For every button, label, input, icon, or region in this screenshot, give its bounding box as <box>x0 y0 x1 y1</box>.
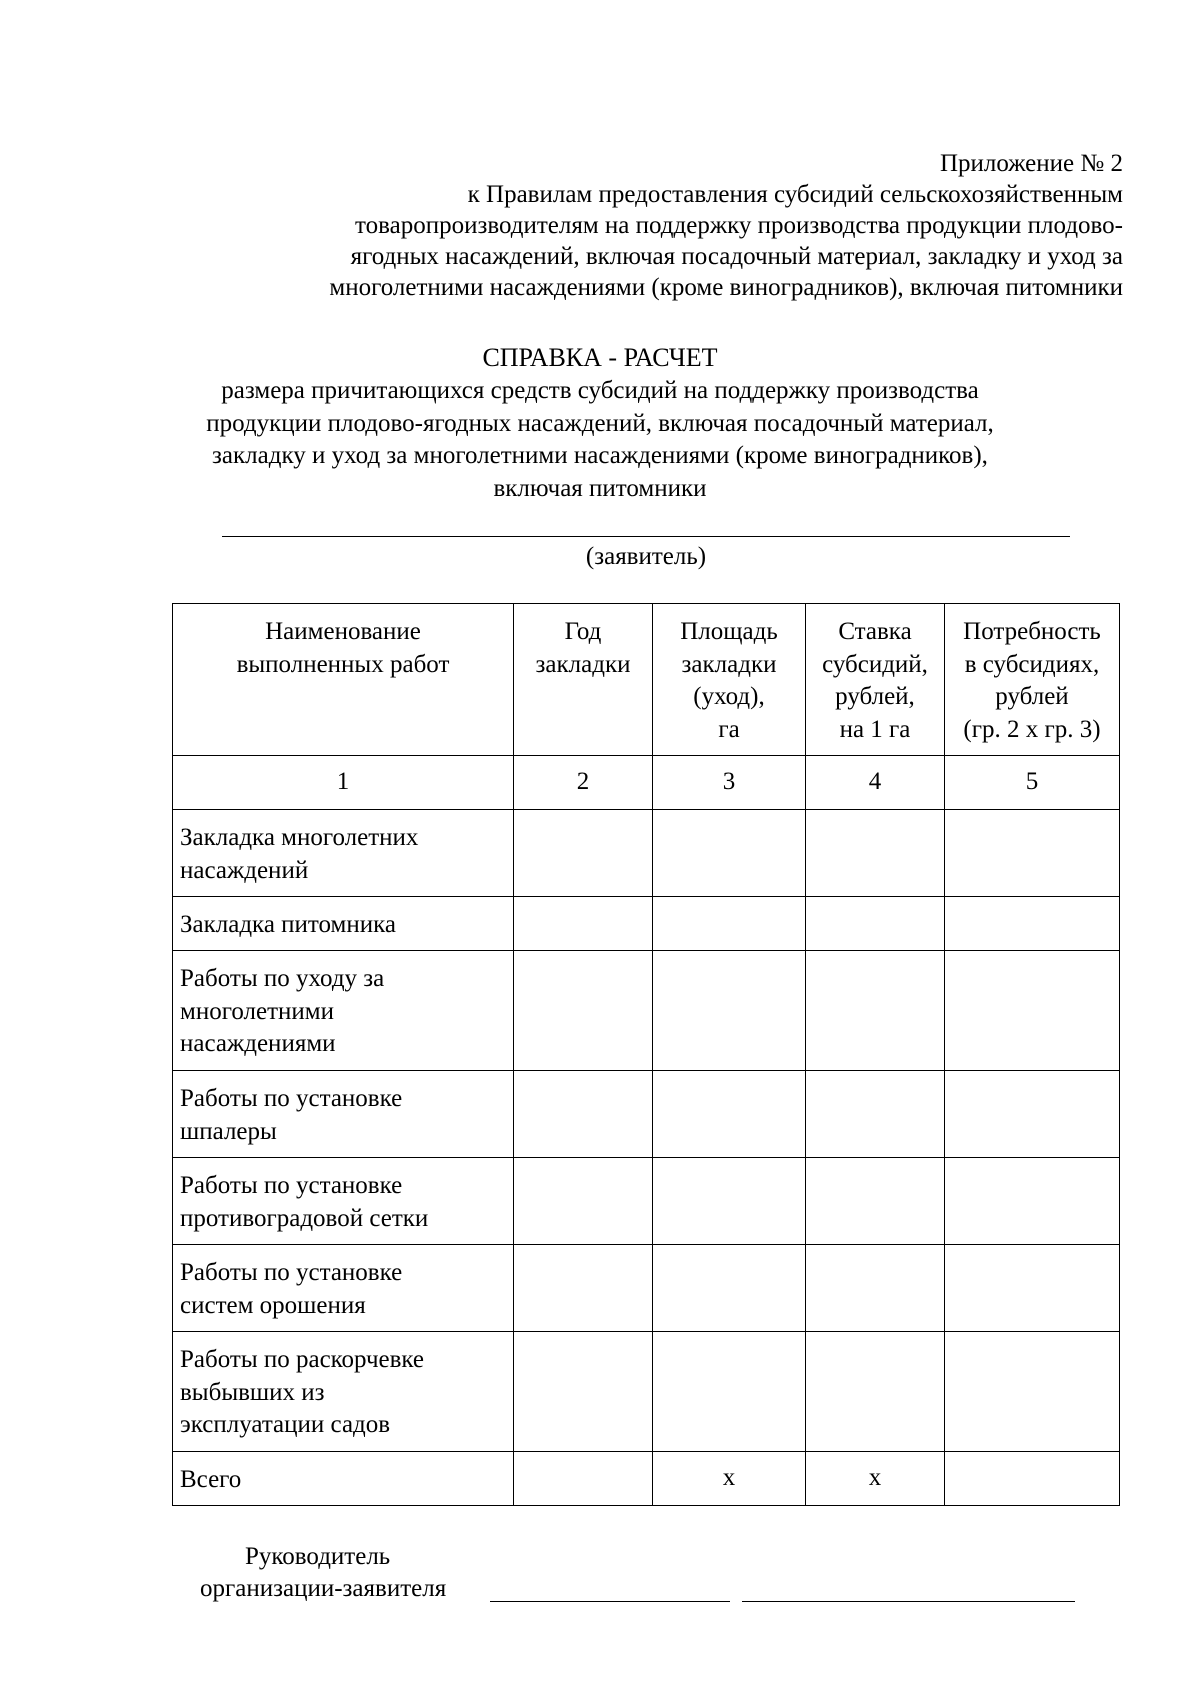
value-cell[interactable] <box>653 1245 806 1332</box>
table-row <box>173 1452 1120 1506</box>
annex-text-line: к Правилам предоставления субсидий сельскохозяйственным <box>467 181 1123 208</box>
table-row <box>173 1158 1120 1245</box>
subtitle-line: включая питомники <box>493 474 707 502</box>
work-name-line: эксплуатации садов <box>180 1411 391 1438</box>
value-cell[interactable] <box>514 810 653 897</box>
work-name-line: Работы по раскорчевке <box>180 1346 425 1373</box>
value-cell[interactable] <box>945 1071 1120 1158</box>
subtitle-line: размера причитающихся средств субсидий на поддержку производства <box>221 377 979 404</box>
work-name-line: Закладка питомника <box>180 911 396 938</box>
value-cell[interactable] <box>653 897 806 951</box>
value-cell[interactable] <box>806 951 945 1071</box>
value-cell[interactable] <box>653 810 806 897</box>
signature-title: Руководитель <box>245 1543 391 1570</box>
value-cell[interactable] <box>945 1158 1120 1245</box>
value-cell[interactable] <box>653 951 806 1071</box>
work-name-line: Работы по установке <box>180 1259 403 1286</box>
annex-block <box>163 148 1123 303</box>
document-subtitle <box>120 375 1080 505</box>
value-cell[interactable] <box>945 951 1120 1071</box>
work-name-line: многолетними <box>180 997 334 1025</box>
signature-fill-line[interactable] <box>490 1601 730 1602</box>
value-cell[interactable] <box>514 897 653 951</box>
subtitle-line: закладку и уход за многолетними насаждениями (кроме виноградников), <box>212 442 988 469</box>
value-cell[interactable] <box>514 1332 653 1452</box>
work-name-line: Работы по установке <box>180 1172 403 1199</box>
annex-text-line: товаропроизводителям на поддержку производства продукции плодово- <box>355 212 1123 239</box>
value-cell[interactable] <box>945 1452 1120 1506</box>
work-name-line: насаждениями <box>180 1030 336 1057</box>
value-cell[interactable] <box>945 1332 1120 1452</box>
work-name-cell <box>173 1452 514 1506</box>
work-name-cell <box>173 951 514 1071</box>
work-name-cell <box>173 810 514 897</box>
header-work-name: Наименование выполненных работ <box>173 604 514 756</box>
header-rate: Ставка субсидий, рублей, на 1 га <box>806 604 945 756</box>
value-cell[interactable] <box>806 1332 945 1452</box>
value-cell[interactable] <box>806 1158 945 1245</box>
column-number: 4 <box>806 756 945 810</box>
annex-text-line: ягодных насаждений, включая посадочный материал, закладку и уход за <box>350 243 1123 270</box>
table-header-row <box>173 604 1120 756</box>
value-cell[interactable] <box>514 951 653 1071</box>
work-name-line: Работы по уходу за <box>180 965 385 992</box>
value-cell[interactable] <box>653 1071 806 1158</box>
value-cell[interactable] <box>806 897 945 951</box>
column-number: 5 <box>945 756 1120 810</box>
value-cell[interactable] <box>945 810 1120 897</box>
work-name-line: Всего <box>180 1466 242 1493</box>
subtitle-line: продукции плодово-ягодных насаждений, включая посадочный материал, <box>206 409 994 437</box>
value-cell[interactable] <box>945 1245 1120 1332</box>
value-cell[interactable] <box>653 1332 806 1452</box>
signature-organization: организации-заявителя <box>200 1575 447 1602</box>
table-row <box>173 1071 1120 1158</box>
value-cell[interactable] <box>514 1452 653 1506</box>
column-number: 2 <box>514 756 653 810</box>
value-cell[interactable] <box>514 1071 653 1158</box>
applicant-label: (заявитель) <box>585 543 707 570</box>
table-row <box>173 951 1120 1071</box>
work-name-line: Работы по установке <box>180 1085 403 1112</box>
document-title: СПРАВКА - РАСЧЕТ <box>482 343 718 372</box>
header-year: Год закладки <box>514 604 653 756</box>
header-need: Потребность в субсидиях, рублей (гр. 2 х гр. 3) <box>945 604 1120 756</box>
work-name-cell <box>173 1071 514 1158</box>
annex-number: Приложение № 2 <box>939 150 1123 177</box>
work-name-line: противоградовой сетки <box>180 1204 429 1232</box>
value-cell[interactable] <box>514 1245 653 1332</box>
value-cell[interactable]: х <box>653 1452 806 1506</box>
value-cell[interactable] <box>806 810 945 897</box>
work-name-line: Закладка многолетних <box>180 824 419 851</box>
work-name-line: систем орошения <box>180 1291 366 1319</box>
work-name-cell <box>173 1158 514 1245</box>
work-name-line: выбывших из <box>180 1378 325 1406</box>
work-name-cell <box>173 1332 514 1452</box>
header-area: Площадь закладки (уход), га <box>653 604 806 756</box>
value-cell[interactable]: х <box>806 1452 945 1506</box>
annex-text-line: многолетними насаждениями (кроме виноградников), включая питомники <box>329 274 1123 301</box>
work-name-cell <box>173 897 514 951</box>
column-number: 1 <box>173 756 514 810</box>
value-cell[interactable] <box>806 1071 945 1158</box>
value-cell[interactable] <box>806 1245 945 1332</box>
column-number: 3 <box>653 756 806 810</box>
work-name-line: шпалеры <box>180 1117 277 1145</box>
table-row <box>173 1245 1120 1332</box>
column-number-row <box>173 756 1120 810</box>
value-cell[interactable] <box>514 1158 653 1245</box>
value-cell[interactable] <box>653 1158 806 1245</box>
table-row <box>173 810 1120 897</box>
work-name-line: насаждений <box>180 856 309 884</box>
applicant-fill-line[interactable] <box>222 536 1070 537</box>
value-cell[interactable] <box>945 897 1120 951</box>
table-row <box>173 1332 1120 1452</box>
work-name-cell <box>173 1245 514 1332</box>
name-fill-line[interactable] <box>742 1601 1075 1602</box>
calculation-table <box>172 603 1120 1506</box>
table-row <box>173 897 1120 951</box>
